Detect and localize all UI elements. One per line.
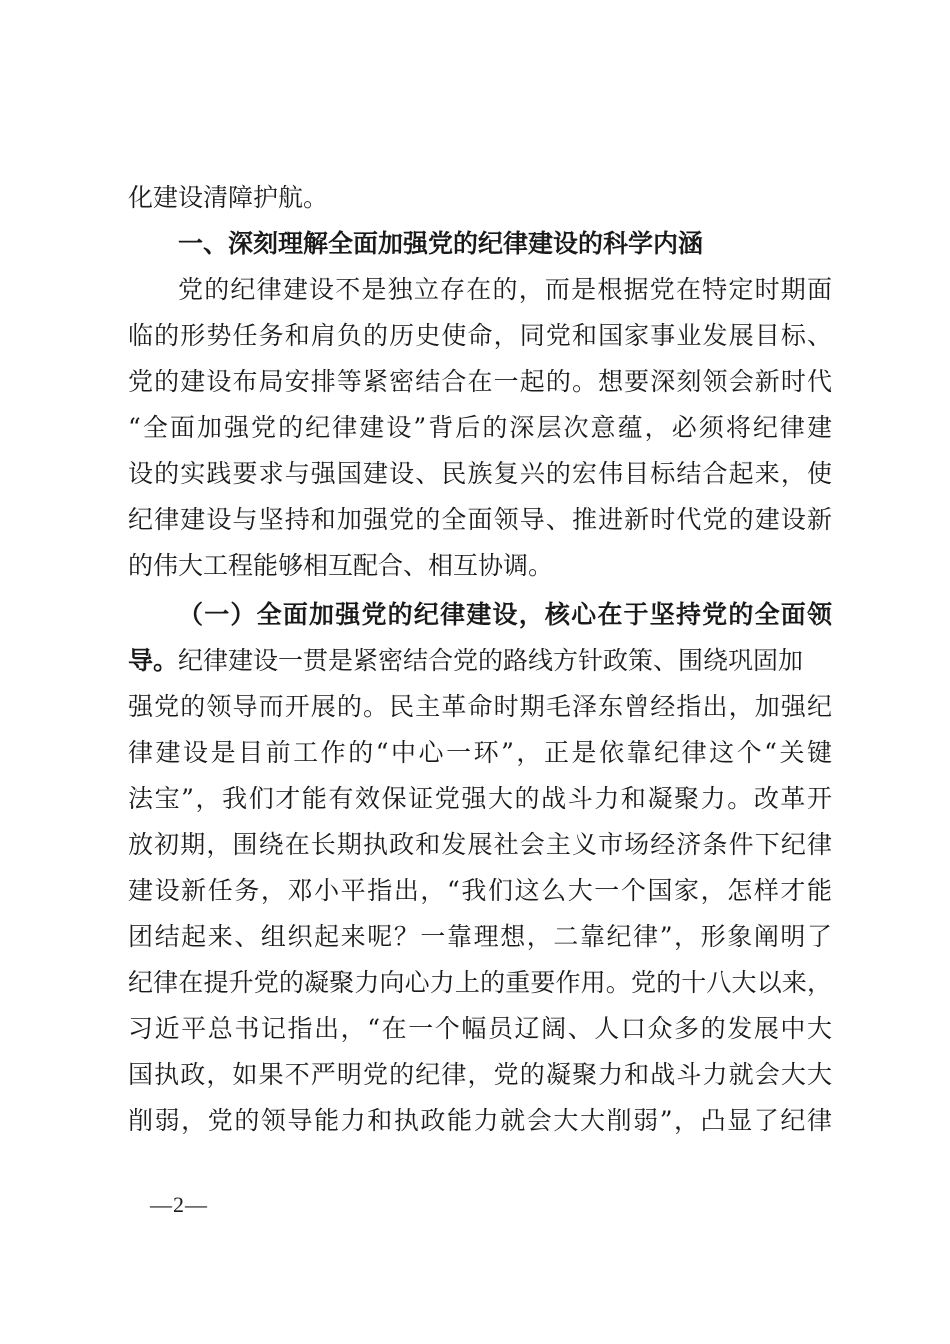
paragraph-line: 纪律在提升党的凝聚力向心力上的重要作用。党的十八大以来， bbox=[128, 968, 832, 997]
paragraph-line: 放初期，围绕在长期执政和发展社会主义市场经济条件下纪律 bbox=[128, 830, 832, 859]
paragraph-line: 纪律建设与坚持和加强党的全面领导、推进新时代党的建设新 bbox=[128, 505, 832, 534]
paragraph-line: 团结起来、组织起来呢？一靠理想，二靠纪律”，形象阐明了 bbox=[128, 922, 832, 951]
paragraph-text-start: 纪律建设一贯是紧密结合党的路线方针政策、围绕巩固加 bbox=[178, 646, 804, 675]
paragraph-line: 律建设是目前工作的“中心一环”，正是依靠纪律这个“关键 bbox=[128, 738, 832, 767]
text-line-continuation: 化建设清障护航。 bbox=[128, 183, 329, 212]
page-number: —2— bbox=[150, 1192, 208, 1217]
paragraph-line: 法宝”，我们才能有效保证党强大的战斗力和凝聚力。改革开 bbox=[128, 784, 832, 813]
paragraph-line: 习近平总书记指出，“在一个幅员辽阔、人口众多的发展中大 bbox=[128, 1014, 832, 1043]
paragraph-line: 设的实践要求与强国建设、民族复兴的宏伟目标结合起来，使 bbox=[128, 459, 832, 488]
paragraph-line: 临的形势任务和肩负的历史使命，同党和国家事业发展目标、 bbox=[128, 321, 832, 350]
section-heading: 一、深刻理解全面加强党的纪律建设的科学内涵 bbox=[178, 229, 704, 258]
subsection-heading-end: 导。 bbox=[128, 646, 179, 675]
paragraph-line: 强党的领导而开展的。民主革命时期毛泽东曾经指出，加强纪 bbox=[128, 692, 832, 721]
paragraph-line: “全面加强党的纪律建设”背后的深层次意蕴，必须将纪律建 bbox=[128, 413, 832, 442]
paragraph-line: 削弱，党的领导能力和执政能力就会大大削弱”，凸显了纪律 bbox=[128, 1106, 832, 1135]
paragraph-line: 党的纪律建设不是独立存在的，而是根据党在特定时期面 bbox=[178, 275, 832, 304]
subsection-heading-end-line bbox=[128, 641, 832, 681]
subsection-heading: （一）全面加强党的纪律建设，核心在于坚持党的全面领 bbox=[178, 600, 832, 629]
paragraph-line: 建设新任务，邓小平指出，“我们这么大一个国家，怎样才能 bbox=[128, 876, 832, 905]
paragraph-line: 党的建设布局安排等紧密结合在一起的。想要深刻领会新时代 bbox=[128, 367, 832, 396]
paragraph-line: 的伟大工程能够相互配合、相互协调。 bbox=[128, 551, 554, 580]
paragraph-line: 国执政，如果不严明党的纪律，党的凝聚力和战斗力就会大大 bbox=[128, 1060, 832, 1089]
